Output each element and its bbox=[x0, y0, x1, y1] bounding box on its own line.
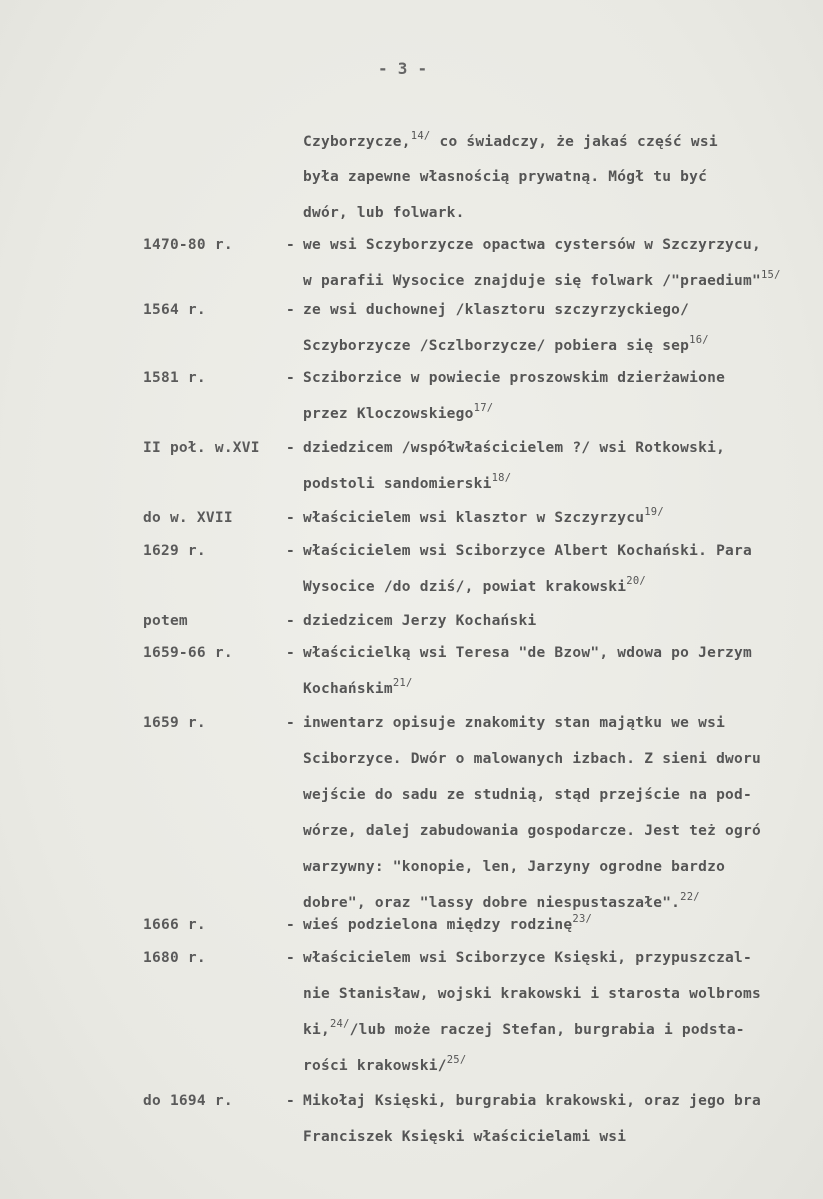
line-text: warzywny: "konopie, len, Jarzyny ogrodne bardzo bbox=[303, 859, 726, 875]
entry-line bbox=[303, 472, 512, 493]
entry-date: 1659-66 r. bbox=[143, 645, 233, 661]
entry-line bbox=[303, 822, 761, 840]
entry-dash: - bbox=[286, 370, 295, 386]
line-text: właścicielem wsi klasztor w Szczyrzycu bbox=[303, 510, 645, 526]
line-text: Mikołaj Księski, burgrabia krakowski, oraz jego bra bbox=[303, 1093, 761, 1109]
line-text: Sczyborzycze /Sczlborzycze/ pobiera się sep bbox=[303, 338, 690, 354]
entry-date: 1564 r. bbox=[143, 302, 206, 318]
entry-dash: - bbox=[286, 440, 295, 456]
line-text: w parafii Wysocice znajduje się folwark /"praedium" bbox=[303, 273, 761, 289]
entry-dash: - bbox=[286, 302, 295, 318]
entry-date: 1629 r. bbox=[143, 543, 206, 559]
entry-line bbox=[303, 644, 752, 662]
entry-line bbox=[303, 949, 752, 967]
entry-dash: - bbox=[286, 715, 295, 731]
line-text: we wsi Sczyborzycze opactwa cystersów w Szczyrzycu, bbox=[303, 237, 761, 253]
entry-line bbox=[303, 677, 413, 698]
entry-dash: - bbox=[286, 917, 295, 933]
line-text: właścicielem wsi Sciborzyce Księski, przypuszczal- bbox=[303, 950, 752, 966]
line-text: dwór, lub folwark. bbox=[303, 205, 465, 221]
entry-line bbox=[303, 750, 761, 768]
entry-date: 1666 r. bbox=[143, 917, 206, 933]
footnote-marker: 22/ bbox=[680, 891, 700, 903]
line-text: ze wsi duchownej /klasztoru szczyrzyckiego/ bbox=[303, 302, 690, 318]
line-text: Scziborzice w powiecie proszowskim dzierżawione bbox=[303, 370, 726, 386]
line-text: inwentarz opisuje znakomity stan majątku we wsi bbox=[303, 715, 726, 731]
entry-line bbox=[303, 786, 752, 804]
footnote-marker: 18/ bbox=[491, 472, 512, 484]
entry-dash: - bbox=[286, 950, 295, 966]
line-text-tail: co świadczy, że jakaś część wsi bbox=[430, 134, 718, 150]
entry-date: 1680 r. bbox=[143, 950, 206, 966]
entry-dash: - bbox=[286, 510, 295, 526]
line-text: była zapewne własnością prywatną. Mógł tu być bbox=[303, 169, 708, 185]
footnote-marker: 20/ bbox=[626, 575, 646, 587]
entry-line bbox=[303, 575, 646, 596]
line-text: rości krakowski/ bbox=[303, 1058, 447, 1074]
entry-line bbox=[303, 439, 725, 457]
entry-date: 1659 r. bbox=[143, 715, 206, 731]
entry-line bbox=[303, 913, 593, 934]
line-text: podstoli sandomierski bbox=[303, 476, 492, 492]
line-text: wejście do sadu ze studnią, stąd przejście na pod- bbox=[303, 787, 752, 803]
line-text: ki, bbox=[303, 1022, 330, 1038]
entry-dash: - bbox=[286, 1093, 295, 1109]
intro-line bbox=[303, 204, 465, 222]
entry-line bbox=[303, 1128, 626, 1146]
line-text: Czyborzycze, bbox=[303, 134, 411, 150]
entry-line bbox=[303, 858, 725, 876]
entry-line bbox=[303, 506, 664, 527]
line-text: Franciszek Księski właścicielami wsi bbox=[303, 1129, 627, 1145]
entry-dash: - bbox=[286, 543, 295, 559]
entry-line bbox=[303, 301, 689, 319]
footnote-marker: 24/ bbox=[329, 1018, 350, 1030]
entry-dash: - bbox=[286, 613, 295, 629]
entry-line bbox=[303, 369, 725, 387]
entry-line bbox=[303, 542, 752, 560]
entry-line bbox=[303, 236, 761, 254]
entry-date: 1581 r. bbox=[143, 370, 206, 386]
footnote-marker: 23/ bbox=[572, 913, 593, 925]
entry-line bbox=[303, 714, 725, 732]
entry-dash: - bbox=[286, 645, 295, 661]
entry-line bbox=[303, 985, 761, 1003]
line-text-tail: /lub może raczej Stefan, burgrabia i podsta- bbox=[349, 1022, 745, 1038]
entry-date: do 1694 r. bbox=[143, 1093, 233, 1109]
line-text: Sciborzyce. Dwór o malowanych izbach. Z sieni dworu bbox=[303, 751, 761, 767]
footnote-marker: 19/ bbox=[644, 506, 664, 518]
footnote-marker: 16/ bbox=[689, 334, 709, 346]
footnote-marker: 25/ bbox=[446, 1054, 467, 1066]
line-text: nie Stanisław, wojski krakowski i starosta wolbroms bbox=[303, 986, 761, 1002]
line-text: Kochańskim bbox=[303, 681, 393, 697]
footnote-marker: 15/ bbox=[760, 269, 781, 281]
entry-line bbox=[303, 1092, 761, 1110]
line-text: przez Kloczowskiego bbox=[303, 406, 474, 422]
entry-line bbox=[303, 269, 781, 290]
line-text: dobre", oraz "lassy dobre niespustaszałe". bbox=[303, 895, 681, 911]
entry-date: potem bbox=[143, 613, 188, 629]
entry-line bbox=[303, 612, 536, 630]
footnote-marker: 17/ bbox=[473, 402, 494, 414]
entry-date: do w. XVII bbox=[143, 510, 233, 526]
entry-date: 1470-80 r. bbox=[143, 237, 233, 253]
entry-line bbox=[303, 402, 494, 423]
footnote-marker: 14/ bbox=[410, 130, 431, 142]
line-text: wieś podzielona między rodzinę bbox=[303, 917, 573, 933]
intro-line bbox=[303, 130, 718, 151]
line-text: Wysocice /do dziś/, powiat krakowski bbox=[303, 579, 627, 595]
line-text: dziedzicem /współwłaścicielem ?/ wsi Rotkowski, bbox=[303, 440, 726, 456]
entry-line bbox=[303, 1054, 467, 1075]
line-text: dziedzicem Jerzy Kochański bbox=[303, 613, 537, 629]
footnote-marker: 21/ bbox=[392, 677, 413, 689]
line-text: wórze, dalej zabudowania gospodarcze. Jest też ogró bbox=[303, 823, 761, 839]
entry-line bbox=[303, 334, 709, 355]
entry-dash: - bbox=[286, 237, 295, 253]
line-text: właścicielem wsi Sciborzyce Albert Kochański. Para bbox=[303, 543, 752, 559]
entry-line bbox=[303, 1018, 745, 1039]
line-text: właścicielką wsi Teresa "de Bzow", wdowa po Jerzym bbox=[303, 645, 752, 661]
entry-line bbox=[303, 891, 700, 912]
intro-line bbox=[303, 168, 707, 186]
entry-date: II poł. w.XVI bbox=[143, 440, 260, 456]
page-number: - 3 - bbox=[378, 59, 428, 78]
